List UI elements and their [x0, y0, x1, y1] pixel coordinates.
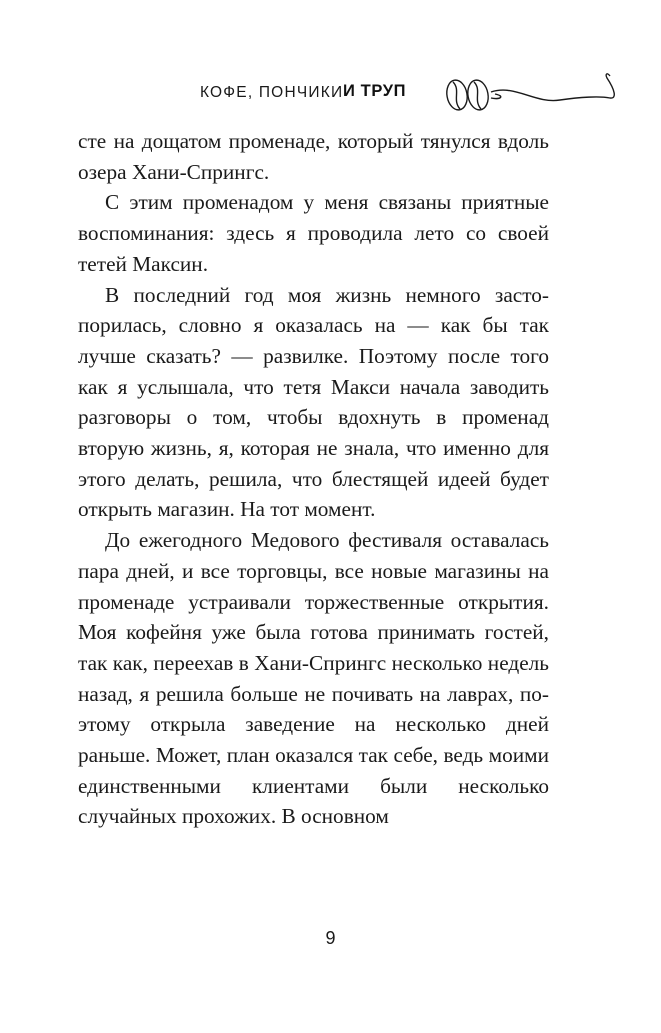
paragraph-continuation: сте на дощатом променаде, который тянулся вдоль озера Хани-Спрингс. — [78, 129, 549, 184]
page-body — [78, 126, 549, 832]
paragraph: С этим променадом у меня связаны приятные воспоминания: здесь я проводила лето со своей тетей Максин. — [78, 190, 549, 276]
page-number: 9 — [325, 928, 336, 948]
paragraph: До ежегодного Медового фестиваля оставалась пара дней, и все торговцы, все новые магазины на променаде устраивали торжественные открытия. Моя кофейня уже была готова принимать гостей, так как, переехав в Хани-Спрингс несколько недель назад, я решила больше не почивать на лаврах, поэтому открыла заведение на несколько дней раньше. Может, план оказался так себе, ведь моими единственными клиентами были несколько случайных прохожих. В основном — [78, 528, 549, 829]
book-title-light: КОФЕ, ПОНЧИКИ — [200, 84, 344, 101]
running-header — [0, 76, 661, 116]
coffee-beans-swirl-icon — [435, 70, 625, 130]
book-title-bold: И ТРУП — [343, 82, 407, 100]
paragraph: В последний год моя жизнь немного застопорилась, словно я оказалась на — как бы так лучше сказать? — развилке. Поэтому после того как я услышала, что тетя Макси начала заводить разговоры о том, чтобы вдохнуть в променад вторую жизнь, я, которая не знала, что именно для этого делать, решила, что блестящей идеей будет открыть магазин. На тот момент. — [78, 282, 549, 522]
